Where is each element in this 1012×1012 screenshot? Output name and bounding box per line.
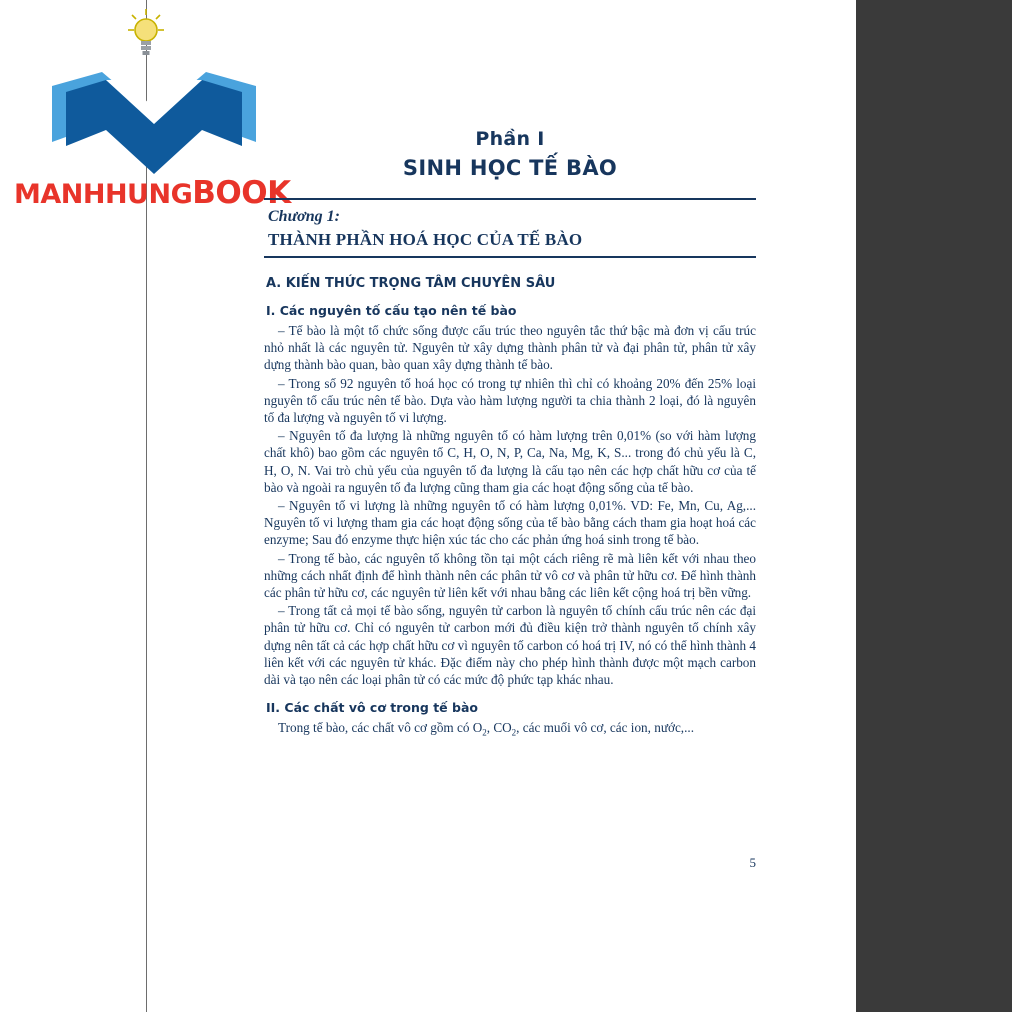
para2-sub-2: 2: [511, 727, 517, 738]
paragraph: – Tế bào là một tổ chức sống được cấu trúc theo nguyên tắc thứ bậc mà đơn vị cấu trúc nhỏ nhất là các nguyên tử. Nguyên tử xây dựng thành phân tử và đại phân tử, phân tử xây dựng thành bào quan, bào quan xây dựng thành tế bào.: [264, 323, 756, 373]
divider-top: [264, 198, 756, 200]
part-title: Phần I: [475, 128, 545, 150]
para2-part-a: Trong tế bào, các chất vô cơ gồm có O: [278, 720, 483, 736]
paragraph-with-subscripts: [264, 719, 756, 742]
paragraph: – Nguyên tố vi lượng là những nguyên tố có hàm lượng 0,01%. VD: Fe, Mn, Cu, Ag,... Nguyên tố vi lượng tham gia các hoạt động sống của tế bào bằng cách tham gia hoạt hoá các enzyme; Sau đó enzyme thực hiện xúc tác cho các phản ứng hoá sinh trong tế bào.: [264, 498, 756, 548]
para2-part-b: , CO: [486, 720, 512, 736]
watermark-brand-text: [14, 175, 306, 211]
brand-name-secondary: BOOK: [192, 175, 291, 211]
paragraph: – Trong tất cả mọi tế bào sống, nguyên tử carbon là nguyên tố chính cấu trúc nên các đại phân tử hữu cơ. Chỉ có nguyên tử carbon mới đủ điều kiện trở thành nguyên tố chính xây dựng nên tất cả các hợp chất hữu cơ vì nguyên tố carbon có hoá trị IV, nó có thể hình thành 4 liên kết với các nguyên tử khác. Đặc điểm này cho phép hình thành được một mạch carbon dài và tạo nên các loại phân tử có các mức độ phức tạp khác nhau.: [264, 603, 756, 688]
part-subtitle: SINH HỌC TẾ BÀO: [402, 156, 618, 180]
para2-part-c: , các muối vô cơ, các ion, nước,...: [516, 720, 694, 736]
page-right-margin-strip: [856, 0, 1012, 1012]
chapter-label: Chương 1:: [268, 208, 340, 225]
section-heading-a: A. KIẾN THỨC TRỌNG TÂM CHUYÊN SÂU: [266, 276, 556, 291]
para2-sub-1: 2: [482, 727, 487, 738]
paragraph: – Nguyên tố đa lượng là những nguyên tố có hàm lượng trên 0,01% (so với hàm lượng chất khô) bao gồm các nguyên tố C, H, O, N, P, Ca, Na, Mg, K, S... trong đó chủ yếu là C, H, O, N. Vai trò chủ yếu của nguyên tố đa lượng là cấu tạo nên các hợp chất hữu cơ của tế bào và ngoài ra nguyên tố đa lượng cũng tham gia các hoạt động sống của tế bào.: [264, 428, 756, 495]
page-number: 5: [749, 855, 756, 870]
section-heading-1: I. Các nguyên tố cấu tạo nên tế bào: [266, 303, 517, 318]
brand-name-primary: MANHHUNG: [14, 179, 193, 210]
section-heading-2: II. Các chất vô cơ trong tế bào: [266, 700, 478, 716]
chapter-title: THÀNH PHẦN HOÁ HỌC CỦA TẾ BÀO: [268, 230, 583, 249]
divider-bottom: [264, 256, 756, 258]
paragraph: – Trong số 92 nguyên tố hoá học có trong tự nhiên thì chỉ có khoảng 20% đến 25% loại nguyên tố cấu trúc nên tế bào. Dựa vào hàm lượng người ta chia thành 2 loại, đó là nguyên tố đa lượng và nguyên tố vi lượng.: [264, 375, 756, 426]
document-content: [264, 128, 756, 743]
watermark-logo: [14, 4, 304, 216]
open-book-icon: [44, 50, 264, 185]
paragraph: – Trong tế bào, các nguyên tố không tồn tại một cách riêng rẽ mà liên kết với nhau theo những cách nhất định để hình thành nên các phân tử vô cơ và phân tử hữu cơ. Để hình thành các phân tử hữu cơ, các nguyên tử liên kết với nhau bằng các liên kết cộng hoá trị bền vững.: [264, 550, 756, 601]
